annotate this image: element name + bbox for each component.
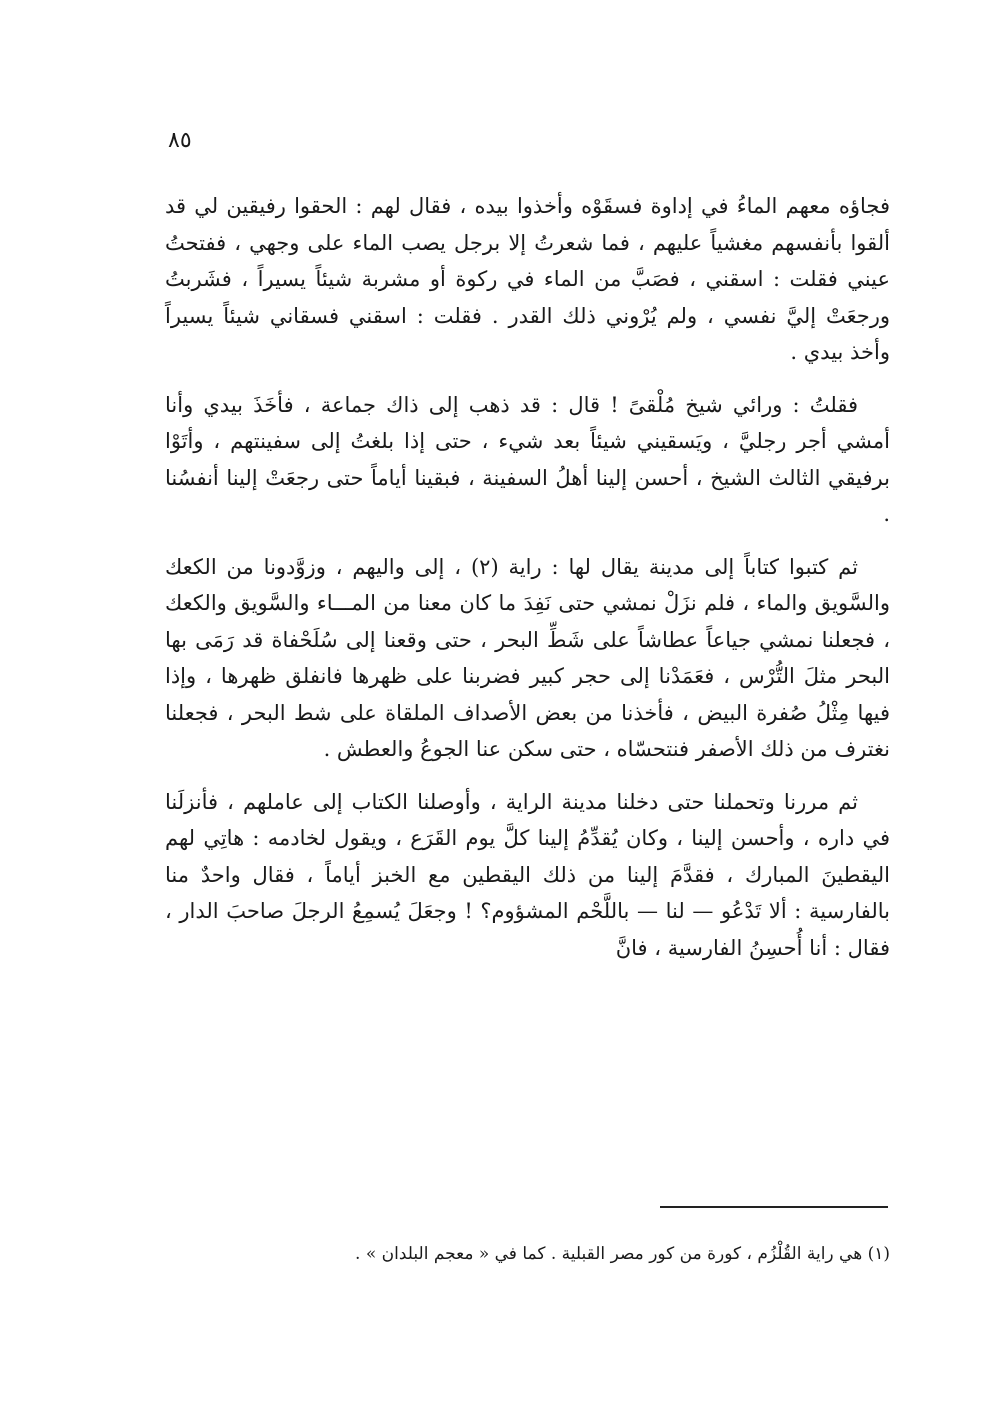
page-number: ٨٥ (168, 128, 192, 153)
paragraph-4: ثم مررنا وتحملنا حتى دخلنا مدينة الراية ، وأوصلنا الكتاب إلى عاملهم ، فأنزلَنا في داره ، وأحسن إلينا ، وكان يُقدِّمُ إلينا كلَّ يوم القَرَع ، ويقول لخادمه : هاتِي لهم اليقطينَ المبارك ، فقدَّمَ إلينا من ذلك اليقطين مع الخبز أياماً ، فقال واحدٌ منا بالفارسية : ألا تَدْعُو — لنا — باللَّحْم المشؤوم؟ ! وجعَلَ يُسمِعُ الرجلَ صاحبَ الدار ، فقال : أنا أُحسِنُ الفارسية ، فانَّ (165, 789, 890, 960)
footnote: (١) هي راية القُلْزُم ، كورة من كور مصر القبلية . كما في « معجم البلدان » . (355, 1244, 890, 1264)
paragraph-1: فجاؤه معهم الماءُ في إداوة فسقَوْه وأخذوا بيده ، فقال لهم : الحقوا رفيقين لي قد ألقوا بأنفسهم مغشياً عليهم ، فما شعرتُ إلا برجل يصب الماء على وجهي ، ففتحتُ عيني فقلت : اسقني ، فصَبَّ من الماء في ركوة أو مشربة شيئاً يسيراً ، فشَربتُ ورجعَتْ إليَّ نفسي ، ولم يُرْوني ذلك القدر . فقلت : اسقني فسقاني شيئاً يسيراً وأخذ بيدي . (165, 194, 890, 364)
paragraph-2: فقلتُ : ورائي شيخ مُلْقىً ! قال : قد ذهب إلى ذاك جماعة ، فأخَذَ بيدي وأنا أمشي أجر رجليَّ ، ويَسقيني شيئاً بعد شيء ، حتى إذا بلغتُ إلى سفينتهم ، وأتَوْا برفيقي الثالث الشيخ ، أحسن إلينا أهلُ السفينة ، فبقينا أياماً حتى رجعَتْ إلينا أنفسُنا . (165, 392, 890, 526)
body-text (165, 188, 890, 982)
footnote-divider (660, 1206, 888, 1208)
paragraph-3: ثم كتبوا كتاباً إلى مدينة يقال لها : راية (٢) ، إلى واليهم ، وزوَّدونا من الكعك والسَّويق والماء ، فلم نزَلْ نمشي حتى نَفِدَ ما كان معنا من المـــاء والسَّويق والكعك ، فجعلنا نمشي جياعاً عطاشاً على شَطِّ البحر ، حتى وقعنا إلى سُلَحْفاة قد رَمَى بها البحر مثلَ التُّرْس ، فعَمَدْنا إلى حجر كبير فضربنا على ظهرها فانفلق ظهرها ، وإذا فيها مِثْلُ صُفرة البيض ، فأخذنا من بعض الأصداف الملقاة على شط البحر ، فجعلنا نغترف من ذلك الأصفر فنتحسّاه ، حتى سكن عنا الجوعُ والعطش . (165, 554, 890, 761)
